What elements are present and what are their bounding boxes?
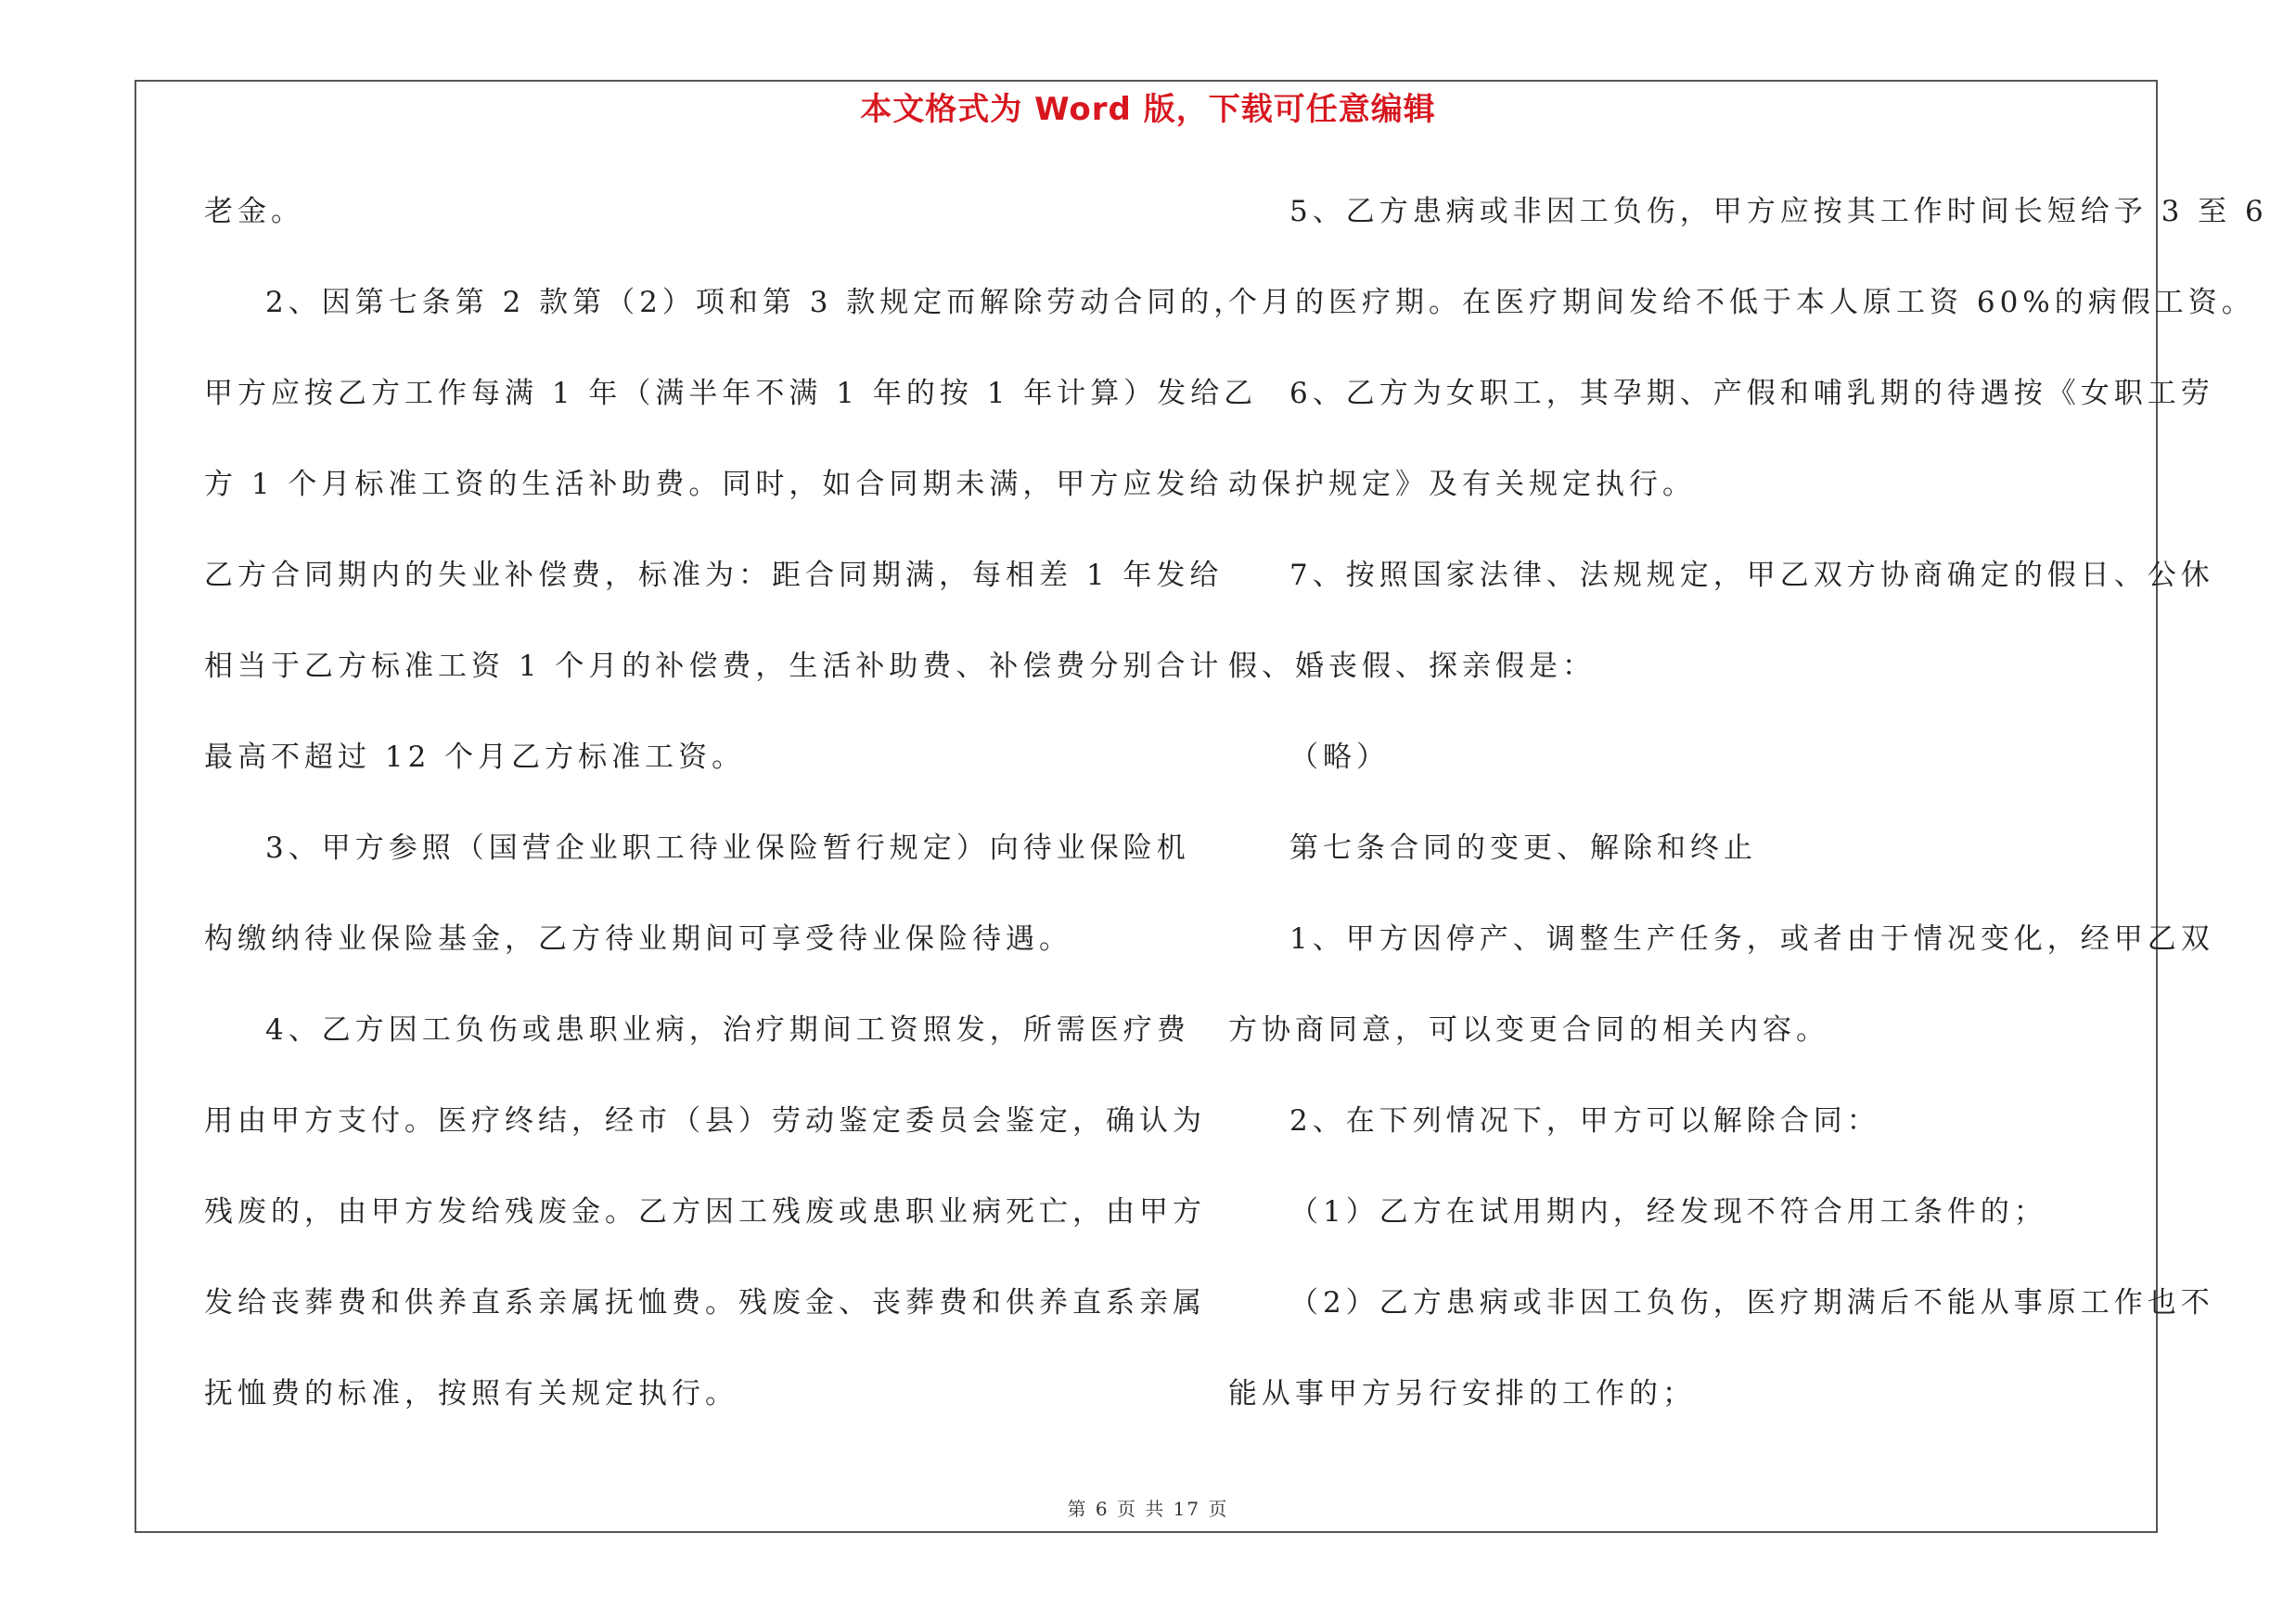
text-line: 老金。 xyxy=(204,195,304,228)
text-line: （1）乙方在试用期内，经发现不符合用工条件的； xyxy=(1289,1195,2047,1229)
text-line: 1、甲方因停产、调整生产任务，或者由于情况变化，经甲乙双 xyxy=(1289,922,2214,956)
text-line: 6、乙方为女职工，其孕期、产假和哺乳期的待遇按《女职工劳 xyxy=(1289,377,2214,410)
text-line: 发给丧葬费和供养直系亲属抚恤费。残废金、丧葬费和供养直系亲属 xyxy=(204,1286,1206,1320)
text-line: 用由甲方支付。医疗终结，经市（县）劳动鉴定委员会鉴定，确认为 xyxy=(204,1104,1206,1138)
left-column xyxy=(204,184,1258,1457)
header-banner: 本文格式为 Word 版，下载可任意编辑 xyxy=(860,91,1436,128)
right-column xyxy=(1228,184,2268,1457)
text-line: 甲方应按乙方工作每满 1 年（满半年不满 1 年的按 1 年计算）发给乙 xyxy=(204,377,1258,410)
text-line: （略） xyxy=(1289,741,1390,774)
text-line: 方 1 个月标准工资的生活补助费。同时，如合同期未满，甲方应发给 xyxy=(204,468,1224,501)
text-line: （2）乙方患病或非因工负伤，医疗期满后不能从事原工作也不 xyxy=(1289,1286,2214,1320)
text-line: 最高不超过 12 个月乙方标准工资。 xyxy=(204,741,746,774)
text-line: 残废的，由甲方发给残废金。乙方因工残废或患职业病死亡，由甲方 xyxy=(204,1195,1206,1229)
text-line: 个月的医疗期。在医疗期间发给不低于本人原工资 60%的病假工资。 xyxy=(1228,286,2255,319)
text-line: 5、乙方患病或非因工负伤，甲方应按其工作时间长短给予 3 至 6 xyxy=(1289,195,2268,228)
text-line: 能从事甲方另行安排的工作的； xyxy=(1228,1377,1696,1410)
section-heading: 第七条合同的变更、解除和终止 xyxy=(1289,831,1757,865)
text-line: 动保护规定》及有关规定执行。 xyxy=(1228,468,1696,501)
text-line: 4、乙方因工负伤或患职业病，治疗期间工资照发，所需医疗费 xyxy=(265,1013,1190,1047)
text-line: 假、婚丧假、探亲假是： xyxy=(1228,650,1596,683)
text-line: 抚恤费的标准，按照有关规定执行。 xyxy=(204,1377,738,1410)
text-line: 相当于乙方标准工资 1 个月的补偿费，生活补助费、补偿费分别合计 xyxy=(204,650,1224,683)
text-line: 2、在下列情况下，甲方可以解除合同： xyxy=(1289,1104,1880,1138)
page-footer: 第 6 页 共 17 页 xyxy=(1067,1498,1229,1520)
text-line: 构缴纳待业保险基金，乙方待业期间可享受待业保险待遇。 xyxy=(204,922,1072,956)
text-line: 3、甲方参照（国营企业职工待业保险暂行规定）向待业保险机 xyxy=(265,831,1190,865)
text-line: 7、按照国家法律、法规规定，甲乙双方协商确定的假日、公休 xyxy=(1289,559,2214,592)
text-line: 2、因第七条第 2 款第（2）项和第 3 款规定而解除劳动合同的， xyxy=(265,286,1248,319)
text-line: 乙方合同期内的失业补偿费，标准为：距合同期满，每相差 1 年发给 xyxy=(204,559,1224,592)
text-line: 方协商同意，可以变更合同的相关内容。 xyxy=(1228,1013,1829,1047)
